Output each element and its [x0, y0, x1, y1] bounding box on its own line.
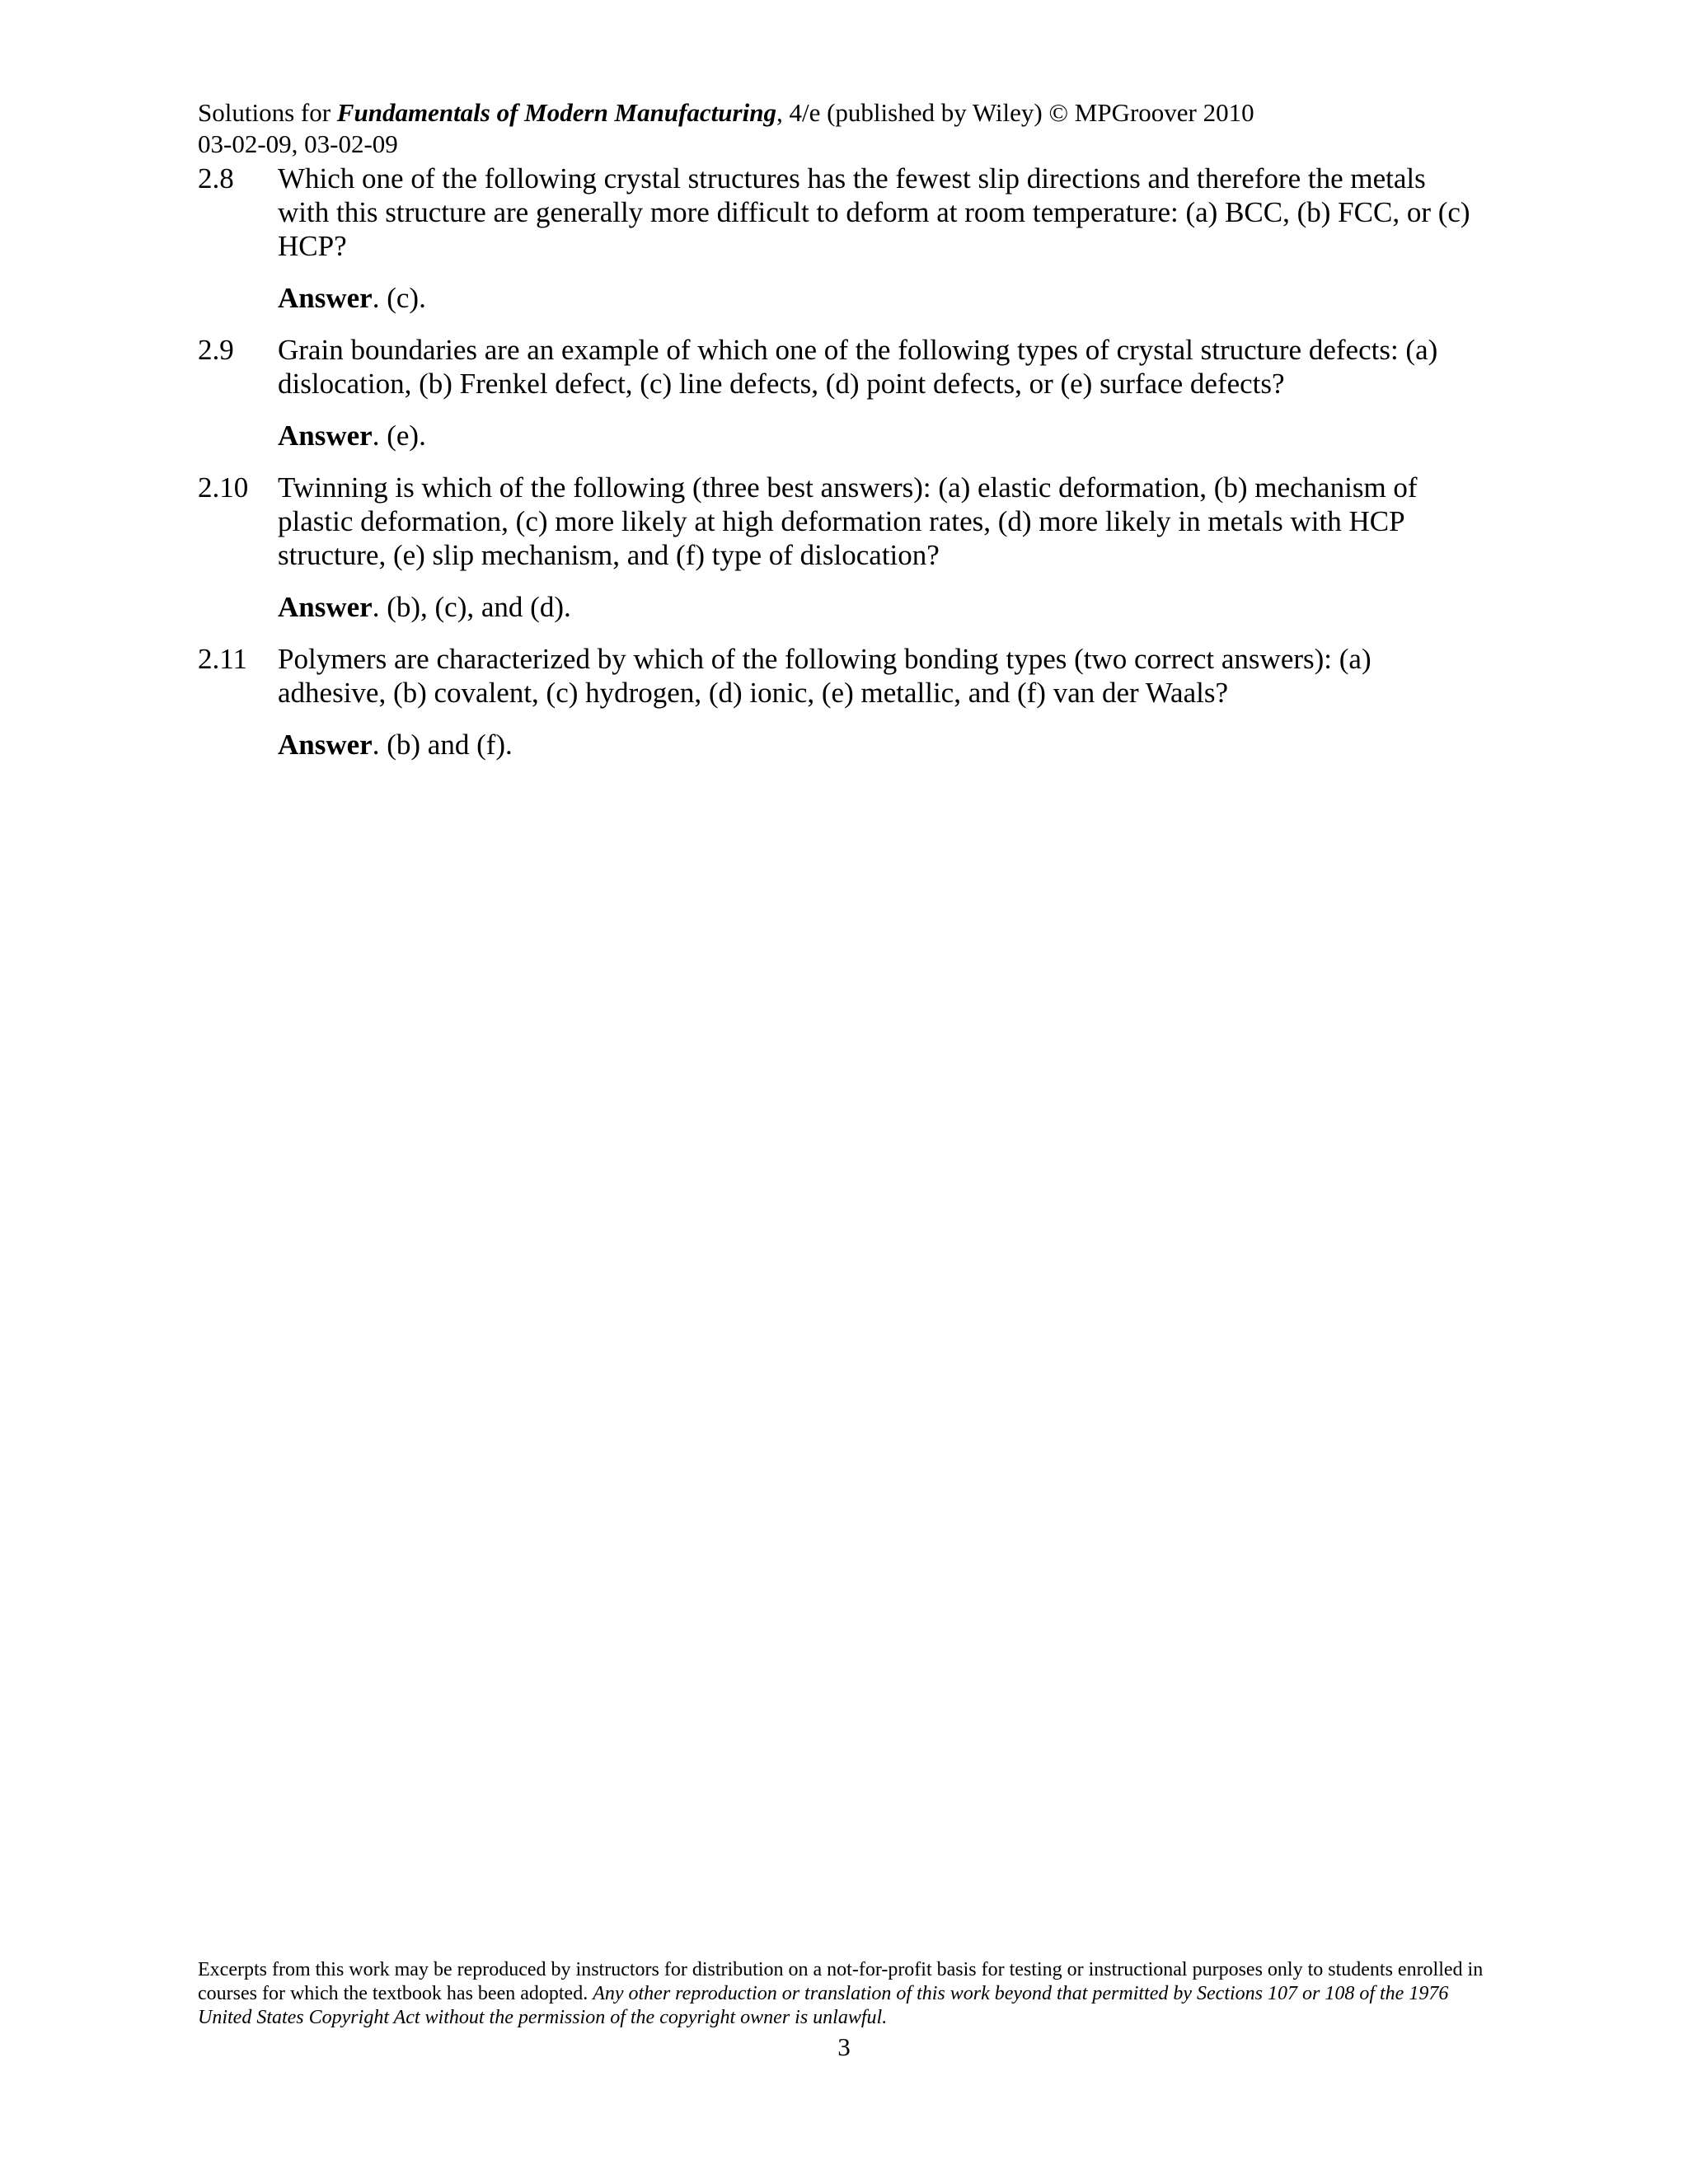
answer-label: Answer — [278, 282, 373, 314]
answer-label: Answer — [278, 419, 373, 452]
question-answer — [278, 419, 1484, 452]
header-prefix: Solutions for — [198, 98, 337, 127]
answer-text: . (b), (c), and (d). — [372, 591, 571, 623]
question-list — [198, 162, 1484, 780]
question-body — [278, 333, 1484, 452]
copyright-footer — [198, 1958, 1484, 2030]
question-answer — [278, 590, 1484, 624]
question-body — [278, 162, 1484, 315]
question-text: Grain boundaries are an example of which one of the following types of crystal structure defects: (a) dislocation, (b) Frenkel defect, (c) line defects, (d) point defects, or (e) surface defects? — [278, 334, 1438, 400]
question-item — [198, 162, 1484, 315]
book-title: Fundamentals of Modern Manufacturing — [336, 98, 776, 127]
question-number: 2.8 — [198, 162, 234, 194]
header-date-line: 03-02-09, 03-02-09 — [198, 129, 398, 158]
page-number: 3 — [837, 2032, 851, 2061]
question-item — [198, 471, 1484, 624]
answer-label: Answer — [278, 729, 373, 761]
footer-normal-text: Excerpts from this work may be reproduced by instructors for distribution on a not-for-profit basis for testing or instructional purposes only to students enrolled in courses for which the textbook has been adopted. — [198, 1959, 1484, 2004]
question-item — [198, 333, 1484, 452]
question-answer — [278, 728, 1484, 762]
answer-label: Answer — [278, 591, 373, 623]
question-body — [278, 471, 1484, 624]
question-text: Polymers are characterized by which of the following bonding types (two correct answers): (a) adhesive, (b) covalent, (c) hydrogen, (d) ionic, (e) metallic, and (f) van der Waals? — [278, 643, 1372, 709]
page-header — [198, 97, 1500, 160]
footer-italic-text: Any other reproduction or translation of this work beyond that permitted by Sections 107 or 108 of the 1976 United States Copyright Act without the permission of the copyright owner is unlawful. — [198, 1983, 1449, 2028]
question-number: 2.10 — [198, 471, 249, 504]
question-answer — [278, 281, 1484, 315]
question-number: 2.9 — [198, 334, 234, 366]
question-item — [198, 642, 1484, 762]
answer-text: . (e). — [372, 419, 426, 452]
header-title-line — [198, 97, 1500, 129]
answer-text: . (c). — [372, 282, 426, 314]
question-text: Twinning is which of the following (three best answers): (a) elastic deformation, (b) mechanism of plastic deformation, (c) more likely at high deformation rates, (d) more likely in metals with HCP structure, (e) slip mechanism, and (f) type of dislocation? — [278, 471, 1418, 571]
question-number: 2.11 — [198, 643, 247, 675]
question-text: Which one of the following crystal structures has the fewest slip directions and therefore the metals with this structure are generally more difficult to deform at room temperature: (a) BCC, (b) FCC, or (c) HCP? — [278, 162, 1470, 262]
header-suffix: , 4/e (published by Wiley) © MPGroover 2010 — [776, 98, 1254, 127]
question-body — [278, 642, 1484, 762]
answer-text: . (b) and (f). — [372, 729, 513, 761]
